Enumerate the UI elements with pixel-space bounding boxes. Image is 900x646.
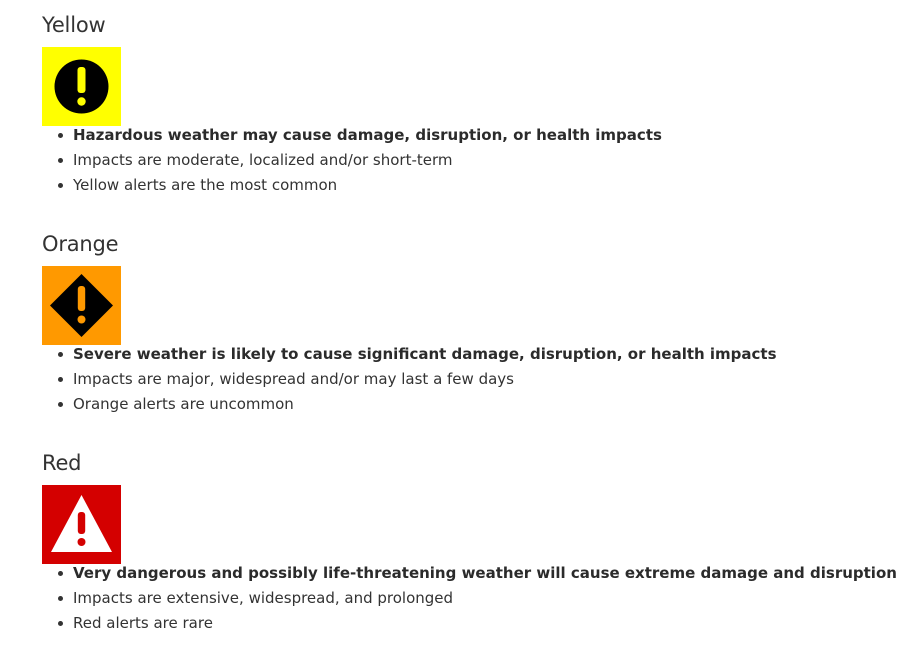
red-bullet-list <box>42 561 897 636</box>
list-item: Impacts are moderate, localized and/or short-term <box>73 148 662 173</box>
exclamation-circle-icon <box>42 47 121 126</box>
yellow-alert-section <box>42 12 882 194</box>
red-heading: Red <box>42 451 82 475</box>
red-alert-section <box>42 450 897 632</box>
yellow-heading: Yellow <box>42 13 106 37</box>
yellow-bullet-list <box>42 123 662 198</box>
list-item: Impacts are major, widespread and/or may last a few days <box>73 367 777 392</box>
list-item: Hazardous weather may cause damage, disruption, or health impacts <box>73 123 662 148</box>
list-item: Orange alerts are uncommon <box>73 392 777 417</box>
list-item: Severe weather is likely to cause significant damage, disruption, or health impacts <box>73 342 777 367</box>
list-item: Impacts are extensive, widespread, and prolonged <box>73 586 897 611</box>
exclamation-diamond-icon <box>42 266 121 345</box>
list-item: Very dangerous and possibly life-threatening weather will cause extreme damage and disruption <box>73 561 897 586</box>
exclamation-triangle-icon <box>42 485 121 564</box>
list-item: Red alerts are rare <box>73 611 897 636</box>
orange-alert-section <box>42 231 882 413</box>
orange-bullet-list <box>42 342 777 417</box>
list-item: Yellow alerts are the most common <box>73 173 662 198</box>
orange-heading: Orange <box>42 232 119 256</box>
